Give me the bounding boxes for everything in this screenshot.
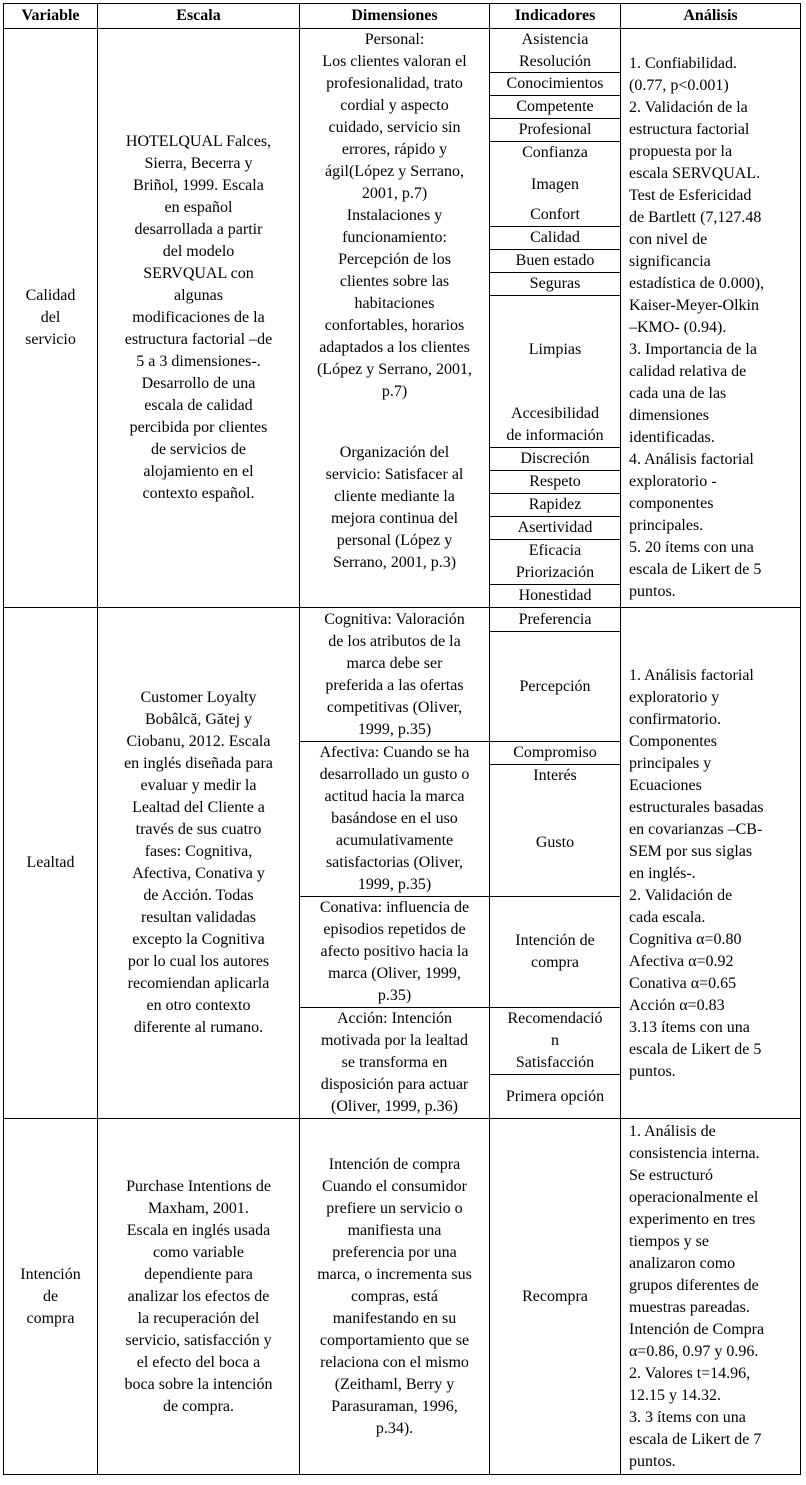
cell-indicador: [489, 584, 621, 608]
variable-text: Calidad del servicio: [25, 287, 76, 348]
dimension-text: Conativa: influencia de episodios repetidos de afecto positivo hacia la marca (Oliver, 1999, p.35): [319, 899, 470, 1004]
cell-indicador: [489, 95, 621, 119]
indicador-text: Primera opción: [505, 1087, 605, 1105]
indicador-text: Recompra: [522, 1287, 588, 1305]
indicador-text: Rapidez: [528, 496, 582, 513]
indicador-text: Limpias: [528, 341, 582, 358]
indicador-text: Asertividad: [517, 519, 593, 536]
cell-indicador: [489, 1007, 621, 1075]
cell-indicador: [489, 896, 621, 1008]
indicador-text: Confianza: [522, 144, 588, 161]
indicador-text: Honestidad: [518, 587, 592, 604]
cell-indicador: [489, 272, 621, 296]
indicador-text: Eficacia Priorización: [515, 542, 595, 581]
cell-escala: [97, 28, 300, 608]
indicador-text: Compromiso: [513, 744, 597, 761]
header-dimensiones: [299, 3, 490, 29]
cell-indicador: [489, 226, 621, 250]
cell-indicador: [489, 516, 621, 540]
indicador-text: Percepción: [519, 677, 591, 695]
cell-analisis: [620, 1118, 801, 1475]
cell-indicador: [489, 141, 621, 227]
header-label: Análisis: [683, 7, 738, 24]
header-label: Escala: [176, 7, 221, 24]
indicador-text: Discreción: [520, 450, 590, 467]
indicador-text: Conocimientos: [506, 75, 604, 92]
indicador-text: Respeto: [529, 473, 581, 490]
cell-indicador: [489, 249, 621, 273]
cell-indicador: [489, 741, 621, 765]
cell-variable: [3, 607, 98, 1119]
escala-text: HOTELQUAL Falces, Sierra, Becerra y Briñol, 1999. Escala en español desarrollada a partir del modelo SERVQUAL con algunas modificaciones de la estructura factorial –de 5 a 3 dimensiones-. Desarrollo de una escala de calidad percibida por clientes de servicios de alojamiento en el contexto español.: [124, 133, 273, 502]
cell-indicador: [489, 118, 621, 142]
cell-dimension: [299, 607, 490, 742]
cell-indicador: [489, 470, 621, 494]
cell-escala: [97, 1118, 300, 1475]
analisis-text: 1. Análisis de consistencia interna. Se estructuró operacionalmente el experimento en tres tiempos y se analizaron como grupos diferentes de muestras pareadas. Intención de Compra α=0.86, 0.97 y 0.96. 2. Valores t=14.96, 12.15 y 14.32. 3. 3 ítems con una escala de Likert de 7 puntos.: [629, 1122, 765, 1470]
cell-indicador: [489, 764, 621, 897]
cell-indicador: [489, 631, 621, 742]
indicador-text: Preferencia: [518, 610, 592, 628]
variable-text: Lealtad: [26, 854, 75, 871]
header-indicadores: [489, 3, 621, 29]
escala-text: Purchase Intentions de Maxham, 2001. Escala en inglés usada como variable dependiente para analizar los efectos de la recuperación del servicio, satisfacción y el efecto del boca a boca sobre la intención de compra.: [124, 1177, 273, 1415]
dimension-text: Organización del servicio: Satisfacer al cliente mediante la mejora continua del personal (López y Serrano, 2001, p.3): [325, 444, 464, 571]
header-label: Variable: [21, 7, 80, 24]
header-variable: [3, 3, 98, 29]
cell-escala: [97, 607, 300, 1119]
dimension-text: Afectiva: Cuando se ha desarrollado un gusto o actitud hacia la marca basándose en el uso acumulativamente satisfactorias (Oliver, 1999, p.35): [319, 744, 470, 893]
cell-dimensiones: [299, 28, 490, 608]
indicador-text: Gusto: [535, 834, 575, 851]
dimension-text: Intención de compra Cuando el consumidor prefiere un servicio o manifiesta una preferencia por una marca, o incrementa sus compras, está manifestando en su comportamiento que se relaciona con el mismo (Zeithaml, Berry y Parasuraman, 1996, p.34).: [317, 1155, 472, 1437]
indicador-text: Profesional: [518, 121, 592, 138]
cell-indicador: [489, 295, 621, 448]
header-escala: [97, 3, 300, 29]
indicador-text: Recomendació n Satisfacción: [507, 1010, 603, 1071]
header-label: Indicadores: [514, 7, 596, 24]
variable-text: Intención de compra: [20, 1265, 81, 1327]
indicador-text: Buen estado: [515, 252, 595, 269]
indicador-text: Interés: [533, 767, 577, 784]
cell-dimension: [299, 1118, 490, 1475]
cell-indicador: [489, 539, 621, 585]
indicador-text: Calidad: [530, 229, 580, 246]
indicador-text: Resolución: [519, 53, 591, 70]
dimension-text: Cognitiva: Valoración de los atributos de la marca debe ser preferida a las ofertas competitivas (Oliver, 1999, p.35): [324, 610, 465, 738]
cell-dimension: [299, 741, 490, 897]
indicador-text: Confort: [530, 206, 580, 223]
dimension-text: Personal: Los clientes valoran el profesionalidad, trato cordial y aspecto cuidado, servicio sin errores, rápido y ágil(López y Serrano, 2001, p.7) Instalaciones y funcionamiento: Percepción de los clientes sobre las habitaciones confortables, horarios adaptados a los clientes (López y Serrano, 2001, p.7): [316, 31, 473, 400]
cell-indicador: [489, 607, 621, 632]
analisis-text: 1. Análisis factorial exploratorio y confirmatorio. Componentes principales y Ecuaciones estructurales basadas en covarianzas –CB- SEM por sus siglas en inglés-. 2. Validación de cada escala. Cognitiva α=0.80 Afectiva α=0.92 Conativa α=0.65 Acción α=0.83 3.13 ítems con una escala de Likert de 5 puntos.: [629, 667, 764, 1080]
cell-indicador: [489, 493, 621, 517]
cell-analisis: [620, 607, 801, 1119]
cell-dimension: [299, 1007, 490, 1119]
indicador-text: Imagen: [531, 176, 579, 193]
cell-indicador: [489, 1118, 621, 1475]
cell-variable: [3, 1118, 98, 1475]
header-analisis: [620, 3, 801, 29]
dimension-text: Acción: Intención motivada por la lealtad se transforma en disposición para actuar (Oliver, 1999, p.36): [320, 1010, 469, 1115]
cell-indicador: [489, 1074, 621, 1119]
indicador-text: Seguras: [529, 275, 581, 292]
analisis-text: 1. Confiabilidad. (0.77, p<0.001) 2. Validación de la estructura factorial propuesta por la escala SERVQUAL. Test de Esfericidad de Bartlett (7,127.48 con nivel de significancia estadística de 0.000), Kaiser-Meyer-Olkin –KMO- (0.94). 3. Importancia de la calidad relativa de cada una de las dimensiones identificadas. 4. Análisis factorial exploratorio - componentes principales. 5. 20 ítems con una escala de Likert de 5 puntos.: [629, 55, 765, 600]
cell-dimension: [299, 896, 490, 1008]
indicador-text: Competente: [516, 98, 594, 115]
indicador-text: Asistencia: [521, 31, 589, 48]
header-label: Dimensiones: [351, 7, 438, 24]
cell-analisis: [620, 28, 801, 608]
cell-indicador: [489, 72, 621, 96]
cell-variable: [3, 28, 98, 608]
indicador-text: Accesibilidad de información: [506, 405, 604, 444]
indicador-text: Intención de compra: [515, 932, 595, 971]
cell-indicador: [489, 447, 621, 471]
escala-text: Customer Loyalty Bobâlcă, Gătej y Ciobanu, 2012. Escala en inglés diseñada para evaluar y medir la Lealtad del Cliente a través de sus cuatro fases: Cognitiva, Afectiva, Conativa y de Acción. Todas resultan validadas excepto la Cognitiva por lo cual los autores recomiendan aplicarla en otro contexto diferente al rumano.: [124, 689, 273, 1036]
cell-indicador: [489, 28, 621, 73]
